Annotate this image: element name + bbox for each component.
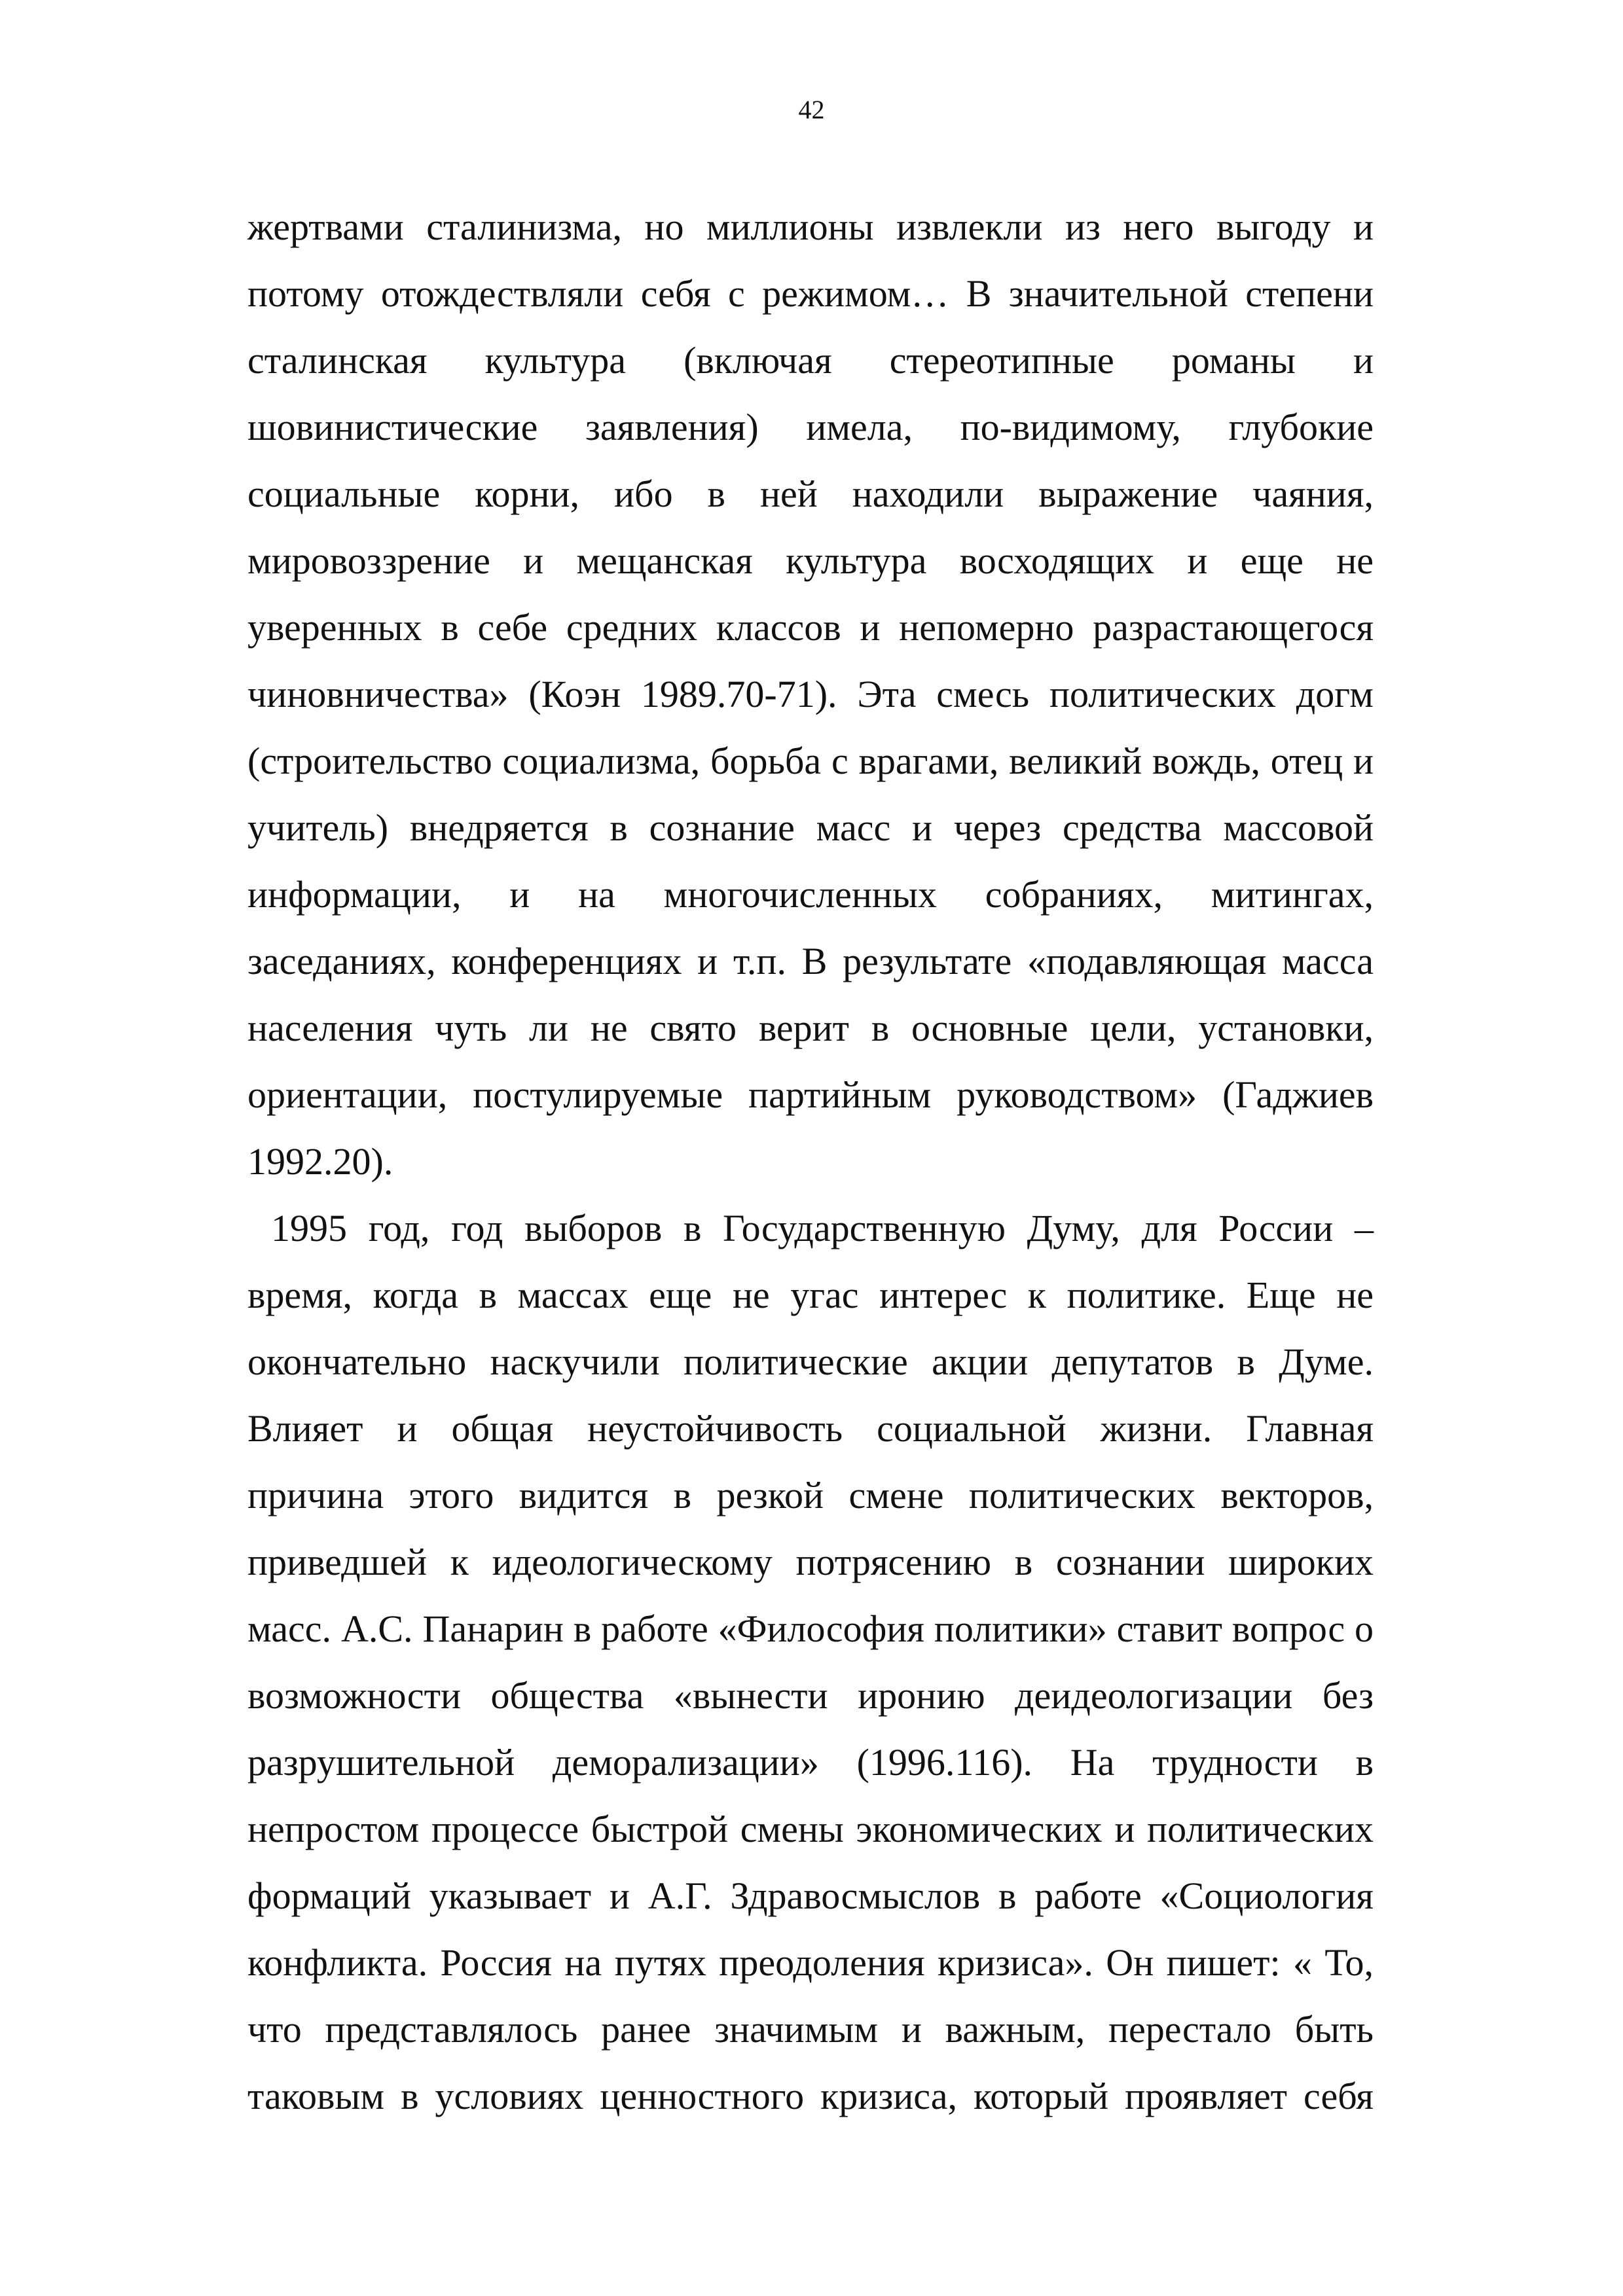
text-line: ориентации, постулируемые партийным руководством» (Гаджиев [247, 1073, 1374, 1116]
text-line: учитель) внедряется в сознание масс и через средства массовой [247, 806, 1374, 849]
text-line: что представлялось ранее значимым и важным, перестало быть [247, 2008, 1374, 2051]
text-line: окончательно наскучили политические акции депутатов в Думе. [247, 1340, 1374, 1383]
page-number: 42 [798, 95, 825, 124]
text-line: жертвами сталинизма, но миллионы извлекли из него выгоду и [247, 206, 1374, 248]
text-line: чиновничества» (Коэн 1989.70-71). Эта смесь политических догм [247, 673, 1374, 715]
text-line: информации, и на многочисленных собраниях, митингах, [247, 873, 1374, 916]
text-line: социальные корни, ибо в ней находили выражение чаяния, [247, 473, 1374, 515]
text-line: шовинистические заявления) имела, по-видимому, глубокие [247, 406, 1374, 448]
text-line: конфликта. Россия на путях преодоления кризиса». Он пишет: « То, [247, 1941, 1374, 1984]
text-line: формаций указывает и А.Г. Здравосмыслов в работе «Социология [247, 1874, 1374, 1917]
text-line: Влияет и общая неустойчивость социальной жизни. Главная [247, 1407, 1374, 1450]
text-line: масс. А.С. Панарин в работе «Философия политики» ставит вопрос о [247, 1607, 1374, 1650]
text-line: (строительство социализма, борьба с врагами, великий вождь, отец и [247, 740, 1374, 782]
text-line: время, когда в массах еще не угас интерес к политике. Еще не [247, 1274, 1374, 1316]
text-line: уверенных в себе средних классов и непомерно разрастающегося [247, 606, 1374, 649]
text-line: сталинская культура (включая стереотипные романы и [247, 339, 1374, 382]
text-line: мировоззрение и мещанская культура восходящих и еще не [247, 539, 1374, 582]
text-line: потому отождествляли себя с режимом… В значительной степени [247, 272, 1374, 315]
text-line: возможности общества «вынести иронию деидеологизации без [247, 1674, 1374, 1717]
text-line: причина этого видится в резкой смене политических векторов, [247, 1474, 1374, 1516]
text-line: непростом процессе быстрой смены экономических и политических [247, 1808, 1374, 1850]
paragraph-first-line: 1995 год, год выборов в Государственную Думу, для России – [271, 1207, 1374, 1249]
text-line: разрушительной деморализации» (1996.116). На трудности в [247, 1741, 1374, 1784]
text-line: заседаниях, конференциях и т.п. В результате «подавляющая масса [247, 940, 1374, 982]
text-line: населения чуть ли не свято верит в основные цели, установки, [247, 1007, 1374, 1049]
body-text [247, 194, 1374, 2130]
text-line: 1992.20). [247, 1140, 393, 1183]
text-line: таковым в условиях ценностного кризиса, который проявляет себя [247, 2075, 1374, 2117]
text-line: приведшей к идеологическому потрясению в сознании широких [247, 1541, 1374, 1583]
